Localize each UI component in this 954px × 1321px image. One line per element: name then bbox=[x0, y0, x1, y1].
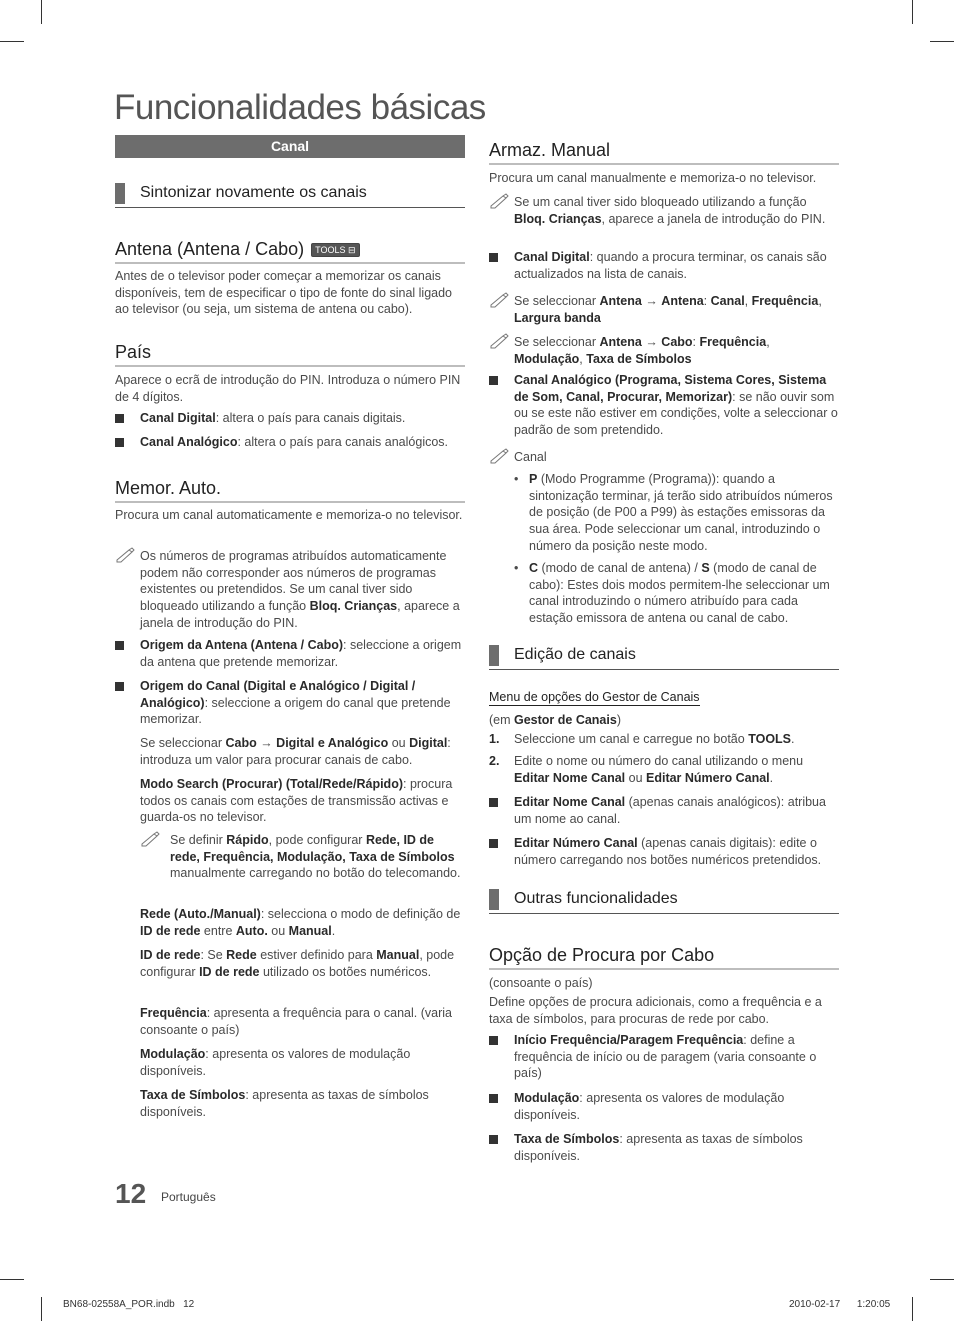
list-item: Origem da Antena (Antena / Cabo): seleccione a origem da antena que pretende memorizar. bbox=[115, 637, 465, 670]
list-item: 1. Seleccione um canal e carregue no botão TOOLS. bbox=[489, 732, 795, 746]
antena-text: Antes de o televisor poder começar a memorizar os canais disponíveis, tem de especificar o tipo de fonte do sinal ligado ao televisor (ou seja, um sistema de antena ou cabo). bbox=[115, 269, 453, 317]
bullet-square-icon bbox=[489, 798, 498, 807]
bullet-square-icon bbox=[489, 376, 498, 385]
subheading-text: Outras funcionalidades bbox=[514, 890, 678, 907]
section-marker bbox=[489, 645, 499, 666]
note: Se seleccionar Antena → Antena: Canal, Frequência, Largura banda bbox=[489, 293, 839, 326]
heading-memor-auto: Memor. Auto. bbox=[115, 477, 465, 503]
consoante-text: (consoante o país) bbox=[489, 976, 593, 990]
crop-mark bbox=[0, 1279, 24, 1280]
list-item: Editar Nome Canal (apenas canais analógicos): atribua um nome ao canal. bbox=[489, 794, 839, 827]
list-item: Canal Analógico: altera o país para canais analógicos. bbox=[115, 434, 465, 451]
opcao-text: Define opções de procura adicionais, como a frequência e a taxa de símbolos, para procuras de rede por cabo. bbox=[489, 995, 822, 1026]
footer-file-info: BN68-02558A_POR.indb 12 bbox=[63, 1299, 195, 1310]
footer-timestamp: 2010-02-17 1:20:05 bbox=[789, 1299, 891, 1310]
freq-text: Frequência: apresenta a frequência para o canal. (varia consoante o país) bbox=[140, 1006, 452, 1037]
list-item: Início Frequência/Paragem Frequência: define a frequência de início ou de paragem (varia consoante o país) bbox=[489, 1032, 839, 1082]
subheading-edicao bbox=[489, 645, 839, 670]
bullet-square-icon bbox=[115, 682, 124, 691]
note-pencil-icon bbox=[115, 547, 137, 563]
list-item: Canal Digital: altera o país para canais digitais. bbox=[115, 410, 465, 427]
list-item: Canal Digital: quando a procura terminar, os canais são actualizados na lista de canais. bbox=[489, 249, 839, 282]
crop-mark bbox=[930, 1279, 954, 1280]
section-marker bbox=[115, 183, 125, 204]
page-number: 12 bbox=[115, 1178, 147, 1209]
list-item: • P (Modo Programme (Programa)): quando a sintonização terminar, já terão sido atribuídos números de posição (de P00 a P99) às estações emissoras da sua área. Pode seleccionar um canal, introduzindo o número da posição neste modo. bbox=[514, 472, 833, 553]
bullet-square-icon bbox=[489, 1135, 498, 1144]
subheading-resintonizar bbox=[115, 183, 465, 208]
mod-text: Modulação: apresenta os valores de modulação disponíveis. bbox=[140, 1047, 411, 1078]
subheading-text: Edição de canais bbox=[514, 646, 636, 663]
list-item: Origem do Canal (Digital e Analógico / Digital / Analógico): seleccione a origem do canal que pretende memorizar. bbox=[115, 678, 465, 728]
page-language: Português bbox=[161, 1190, 216, 1204]
list-item: 2. Edite o nome ou número do canal utilizando o menu Editar Nome Canal ou Editar Número Canal. bbox=[489, 754, 804, 785]
heading-antena bbox=[115, 238, 465, 264]
list-item: Canal Analógico (Programa, Sistema Cores, Sistema de Som, Canal, Procurar, Memorizar): se não ouvir som ou se este não estiver em condições, volte a seleccionar o padrão de som pretendido. bbox=[489, 372, 839, 439]
note: Se seleccionar Antena → Cabo: Frequência, Modulação, Taxa de Símbolos bbox=[489, 334, 839, 367]
note: Se um canal tiver sido bloqueado utilizando a função Bloq. Crianças, aparece a janela de introdução do PIN. bbox=[489, 194, 839, 227]
heading-opcao-cabo: Opção de Procura por Cabo bbox=[489, 944, 839, 970]
armaz-text: Procura um canal manualmente e memoriza-o no televisor. bbox=[489, 171, 817, 185]
section-bar: Canal bbox=[115, 135, 465, 158]
crop-mark bbox=[0, 41, 24, 42]
heading-pais: País bbox=[115, 341, 465, 367]
subheading-text: Sintonizar novamente os canais bbox=[140, 184, 367, 201]
bullet-square-icon bbox=[115, 414, 124, 423]
list-item: • C (modo de canal de antena) / S (modo de canal de cabo): Estes dois modos permitem-lhe seleccionar um canal introduzindo o número atribuído para cada estação emissora de antena ou canal de cabo. bbox=[514, 561, 830, 626]
gestor-text: (em Gestor de Canais) bbox=[489, 713, 621, 727]
note-pencil-icon bbox=[489, 333, 511, 349]
modo-text: Modo Search (Procurar) (Total/Rede/Rápido): procura todos os canais com estações de transmissão activas e guarda-os no televisor. bbox=[140, 777, 453, 825]
note: Se definir Rápido, pode configurar Rede, ID de rede, Frequência, Modulação, Taxa de Símbolos manualmente carregando no botão do telecomando. bbox=[140, 832, 465, 882]
heading-armaz-manual: Armaz. Manual bbox=[489, 139, 839, 165]
subheading-outras bbox=[489, 889, 839, 914]
crop-mark bbox=[912, 1297, 913, 1321]
list-item: Taxa de Símbolos: apresenta as taxas de símbolos disponíveis. bbox=[489, 1131, 839, 1164]
bullet-dot-icon: • bbox=[514, 561, 519, 575]
bullet-square-icon bbox=[489, 1036, 498, 1045]
pais-text: Aparece o ecrã de introdução do PIN. Introduza o número PIN de 4 dígitos. bbox=[115, 373, 461, 404]
heading-text: Antena (Antena / Cabo) bbox=[115, 239, 305, 259]
menu-options-link: Menu de opções do Gestor de Canais bbox=[489, 690, 700, 704]
section-marker bbox=[489, 889, 499, 910]
crop-mark bbox=[912, 0, 913, 24]
step-number: 2. bbox=[489, 754, 500, 768]
rede-text: Rede (Auto./Manual): selecciona o modo de definição de ID de rede entre Auto. ou Manual. bbox=[140, 907, 461, 938]
crop-mark bbox=[930, 41, 954, 42]
bullet-square-icon bbox=[489, 253, 498, 262]
page-title: Funcionalidades básicas bbox=[114, 88, 486, 127]
note-pencil-icon bbox=[489, 193, 511, 209]
crop-mark bbox=[41, 1297, 42, 1321]
cabo-text: Se seleccionar Cabo → Digital e Analógico ou Digital: introduza um valor para procurar canais de cabo. bbox=[140, 736, 451, 767]
bullet-dot-icon: • bbox=[514, 472, 519, 486]
bullet-square-icon bbox=[115, 641, 124, 650]
note-pencil-icon bbox=[140, 831, 162, 847]
tools-icon: TOOLS ⊟ bbox=[311, 243, 359, 257]
bullet-square-icon bbox=[115, 438, 124, 447]
crop-mark bbox=[41, 0, 42, 24]
note-pencil-icon bbox=[489, 448, 511, 464]
bullet-square-icon bbox=[489, 839, 498, 848]
memor-text: Procura um canal automaticamente e memoriza-o no televisor. bbox=[115, 508, 463, 522]
idrede-text: ID de rede: Se Rede estiver definido para Manual, pode configurar ID de rede utilizado os botões numéricos. bbox=[140, 948, 455, 979]
note: Canal bbox=[489, 449, 839, 466]
note-pencil-icon bbox=[489, 292, 511, 308]
list-item: Editar Número Canal (apenas canais digitais): edite o número carregando nos botões numéricos pretendidos. bbox=[489, 835, 839, 868]
taxa-text: Taxa de Símbolos: apresenta as taxas de símbolos disponíveis. bbox=[140, 1088, 429, 1119]
note: Os números de programas atribuídos automaticamente podem não corresponder aos números de programas existentes ou pretendidos. Se um canal tiver sido bloqueado utilizando a função Bloq. Crianças, aparece a janela de introdução do PIN. bbox=[115, 548, 465, 632]
list-item: Modulação: apresenta os valores de modulação disponíveis. bbox=[489, 1090, 839, 1123]
step-number: 1. bbox=[489, 732, 500, 746]
bullet-square-icon bbox=[489, 1094, 498, 1103]
